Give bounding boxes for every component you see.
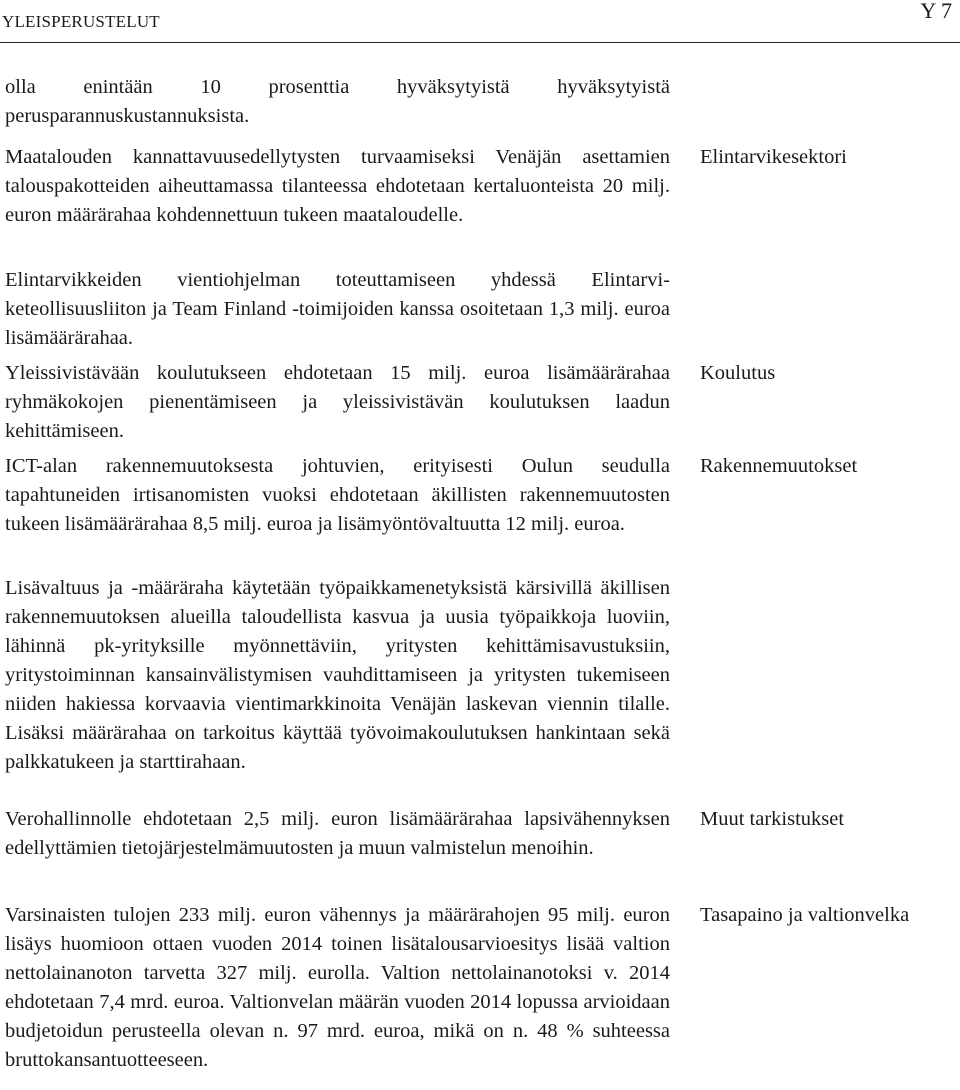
- paragraph-balance-and-debt: Varsinaisten tulojen 233 milj. euron vähennys ja määrärahojen 95 milj. euron lisäys huomioon ottaen vuoden 2014 toinen lisätalousarvioesitys lisää valtion nettolainanoton tarvetta 327 milj. eurolla. Valtion nettolainanotoksi v. 2014 ehdotetaan 7,4 mrd. euroa. Valtionvelan määrän vuoden 2014 lopussa arvioidaan budjetoidun perusteella olevan n. 97 mrd. euroa, mikä on n. 48 % suhteessa bruttokansantuotteeseen.: [5, 904, 670, 1071]
- paragraph-general-education: Yleissivistävään koulutukseen ehdotetaan 15 milj. euroa lisämäärärahaa ryhmäkokojen pienentämiseen ja yleissivistävän koulutuksen laadun kehittämiseen.: [5, 362, 670, 442]
- side-heading-other-adjustments: Muut tarkistukset: [700, 808, 845, 830]
- side-heading-education: Koulutus: [700, 362, 776, 384]
- side-heading-balance-and-debt: Tasapaino ja valtionvelka: [700, 904, 910, 926]
- running-header-section: YLEISPERUSTELUT: [2, 12, 160, 31]
- paragraph-additional-authority-use: Lisävaltuus ja -määräraha käytetään työpaikkamenetyksistä kärsivillä äkillisen rakennemuutoksen alueilla taloudellista kasvua ja uusia työpaikkoja luoviin, lähinnä pk-yrityksille myönnettäviin, yritysten kehittämisavustuksiin, yritystoiminnan kansainvälistymisen vauhdittamiseen ja yritysten tukemiseen niiden hakiessa korvaavia vientimarkkinoita Venäjän laskevan viennin tilalle. Lisäksi määrärahaa on tarkoitus käyttää työvoimakoulutuksen hankintaan sekä palkkatukeen ja starttirahaan.: [5, 577, 670, 773]
- side-heading-food-sector: Elintarvikesektori: [700, 146, 847, 168]
- header-rule: [0, 42, 960, 43]
- side-heading-structural-changes: Rakennemuutokset: [700, 455, 858, 477]
- paragraph-ict-structural-change: ICT-alan rakennemuutoksesta johtuvien, erityisesti Oulun seudulla tapahtuneiden irtisanomisten vuoksi ehdotetaan äkillisten rakennemuutosten tukeen lisämäärärahaa 8,5 milj. euroa ja lisämyöntövaltuutta 12 milj. euroa.: [5, 455, 670, 535]
- paragraph-tax-administration: Verohallinnolle ehdotetaan 2,5 milj. euron lisämäärärahaa lapsivähennyksen edellyttämien tietojärjestelmämuutosten ja muun valmistelun menoihin.: [5, 808, 670, 859]
- paragraph-food-export-program: Elintarvikkeiden vientiohjelman toteuttamiseen yhdessä Elintarviketeollisuusliiton ja Team Finland -toimijoiden kanssa osoitetaan 1,3 milj. euroa lisämäärärahaa.: [5, 269, 670, 349]
- paragraph-renovation-costs: olla enintään 10 prosenttia hyväksytyistä hyväksytyistä perusparannuskustannuksista.: [5, 76, 670, 127]
- paragraph-agriculture-support: Maatalouden kannattavuusedellytysten turvaamiseksi Venäjän asettamien talouspakotteiden aiheuttamassa tilanteessa ehdotetaan kertaluonteista 20 milj. euron määrärahaa kohdennettuun tukeen maataloudelle.: [5, 146, 670, 226]
- page-number: Y 7: [920, 0, 952, 23]
